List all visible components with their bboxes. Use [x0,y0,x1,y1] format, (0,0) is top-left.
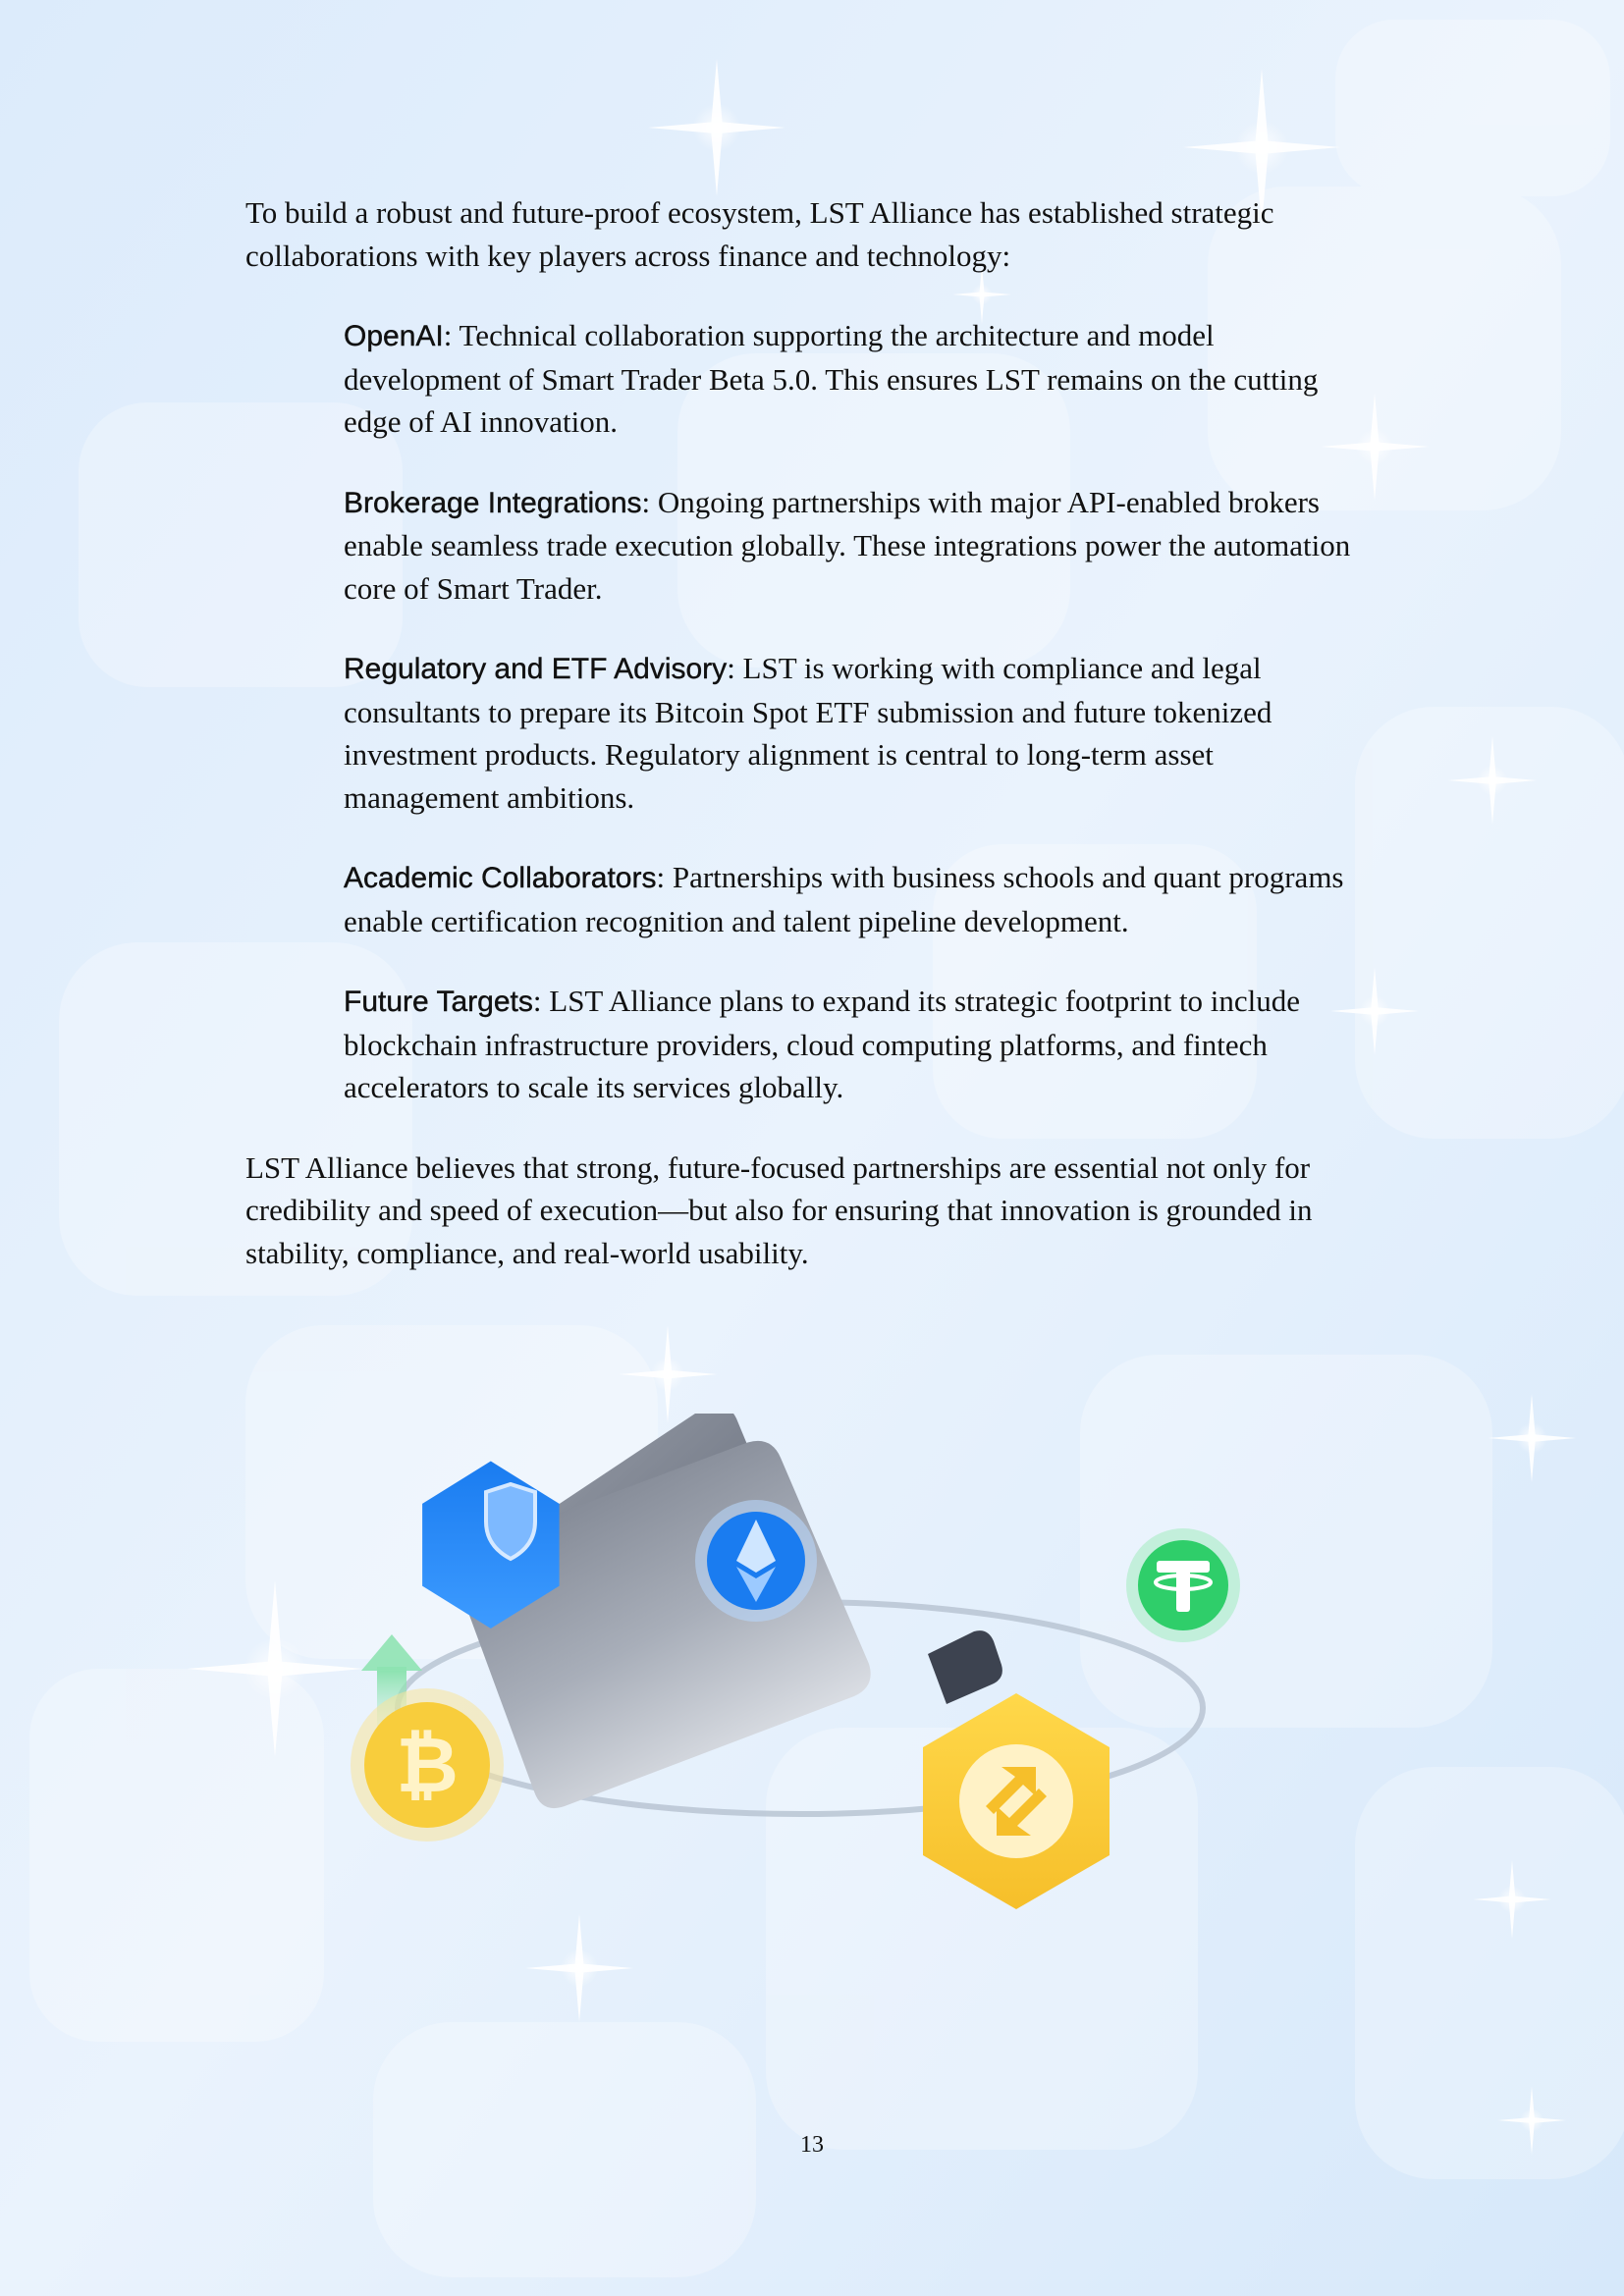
partner-item-future [344,980,1375,1109]
partner-term: Regulatory and ETF Advisory [344,653,728,685]
page-number: 13 [800,2132,824,2158]
partner-item-brokerage [344,481,1375,611]
partner-desc: : Partnerships with business schools and quant programs enable certification recognition and talent pipeline development. [344,860,1344,938]
partner-item-academic [344,856,1375,942]
partner-term: Future Targets [344,986,533,1018]
partner-desc: : Technical collaboration supporting the architecture and model development of Smart Trader Beta 5.0. This ensures LST remains on the cutting edge of AI innovation. [344,318,1319,439]
partner-desc: : LST is working with compliance and legal consultants to prepare its Bitcoin Spot ETF submission and future tokenized investment products. Regulatory alignment is central to long-term asset management ambitions. [344,651,1272,815]
svg-text:₿: ₿ [396,1722,459,1808]
closing-paragraph: LST Alliance believes that strong, future-focused partnerships are essential not only for credibility and speed of execution—but also for ensuring that innovation is grounded in stability, compliance, and real-world usability. [245,1149,1313,1270]
crypto-wallet-illustration [334,1414,1257,1944]
page-body [245,191,1375,1311]
partner-term: OpenAI [344,320,444,352]
intro-paragraph: To build a robust and future-proof ecosystem, LST Alliance has established strategic collaborations with key players across finance and technology: [245,195,1274,273]
exchange-icon [923,1693,1110,1909]
partner-desc: : Ongoing partnerships with major API-enabled brokers enable seamless trade execution globally. These integrations power the automation core of Smart Trader. [344,484,1351,606]
partner-desc: : LST Alliance plans to expand its strategic footprint to include blockchain infrastructure providers, cloud computing platforms, and fintech accelerators to scale its services globally. [344,984,1301,1104]
ethereum-coin-icon [695,1500,817,1622]
partner-item-regulatory [344,647,1375,819]
partner-term: Academic Collaborators [344,862,657,894]
partner-item-openai [344,314,1375,444]
partner-term: Brokerage Integrations [344,486,642,519]
tether-coin-icon [1126,1528,1240,1642]
bitcoin-coin-icon [351,1688,504,1842]
